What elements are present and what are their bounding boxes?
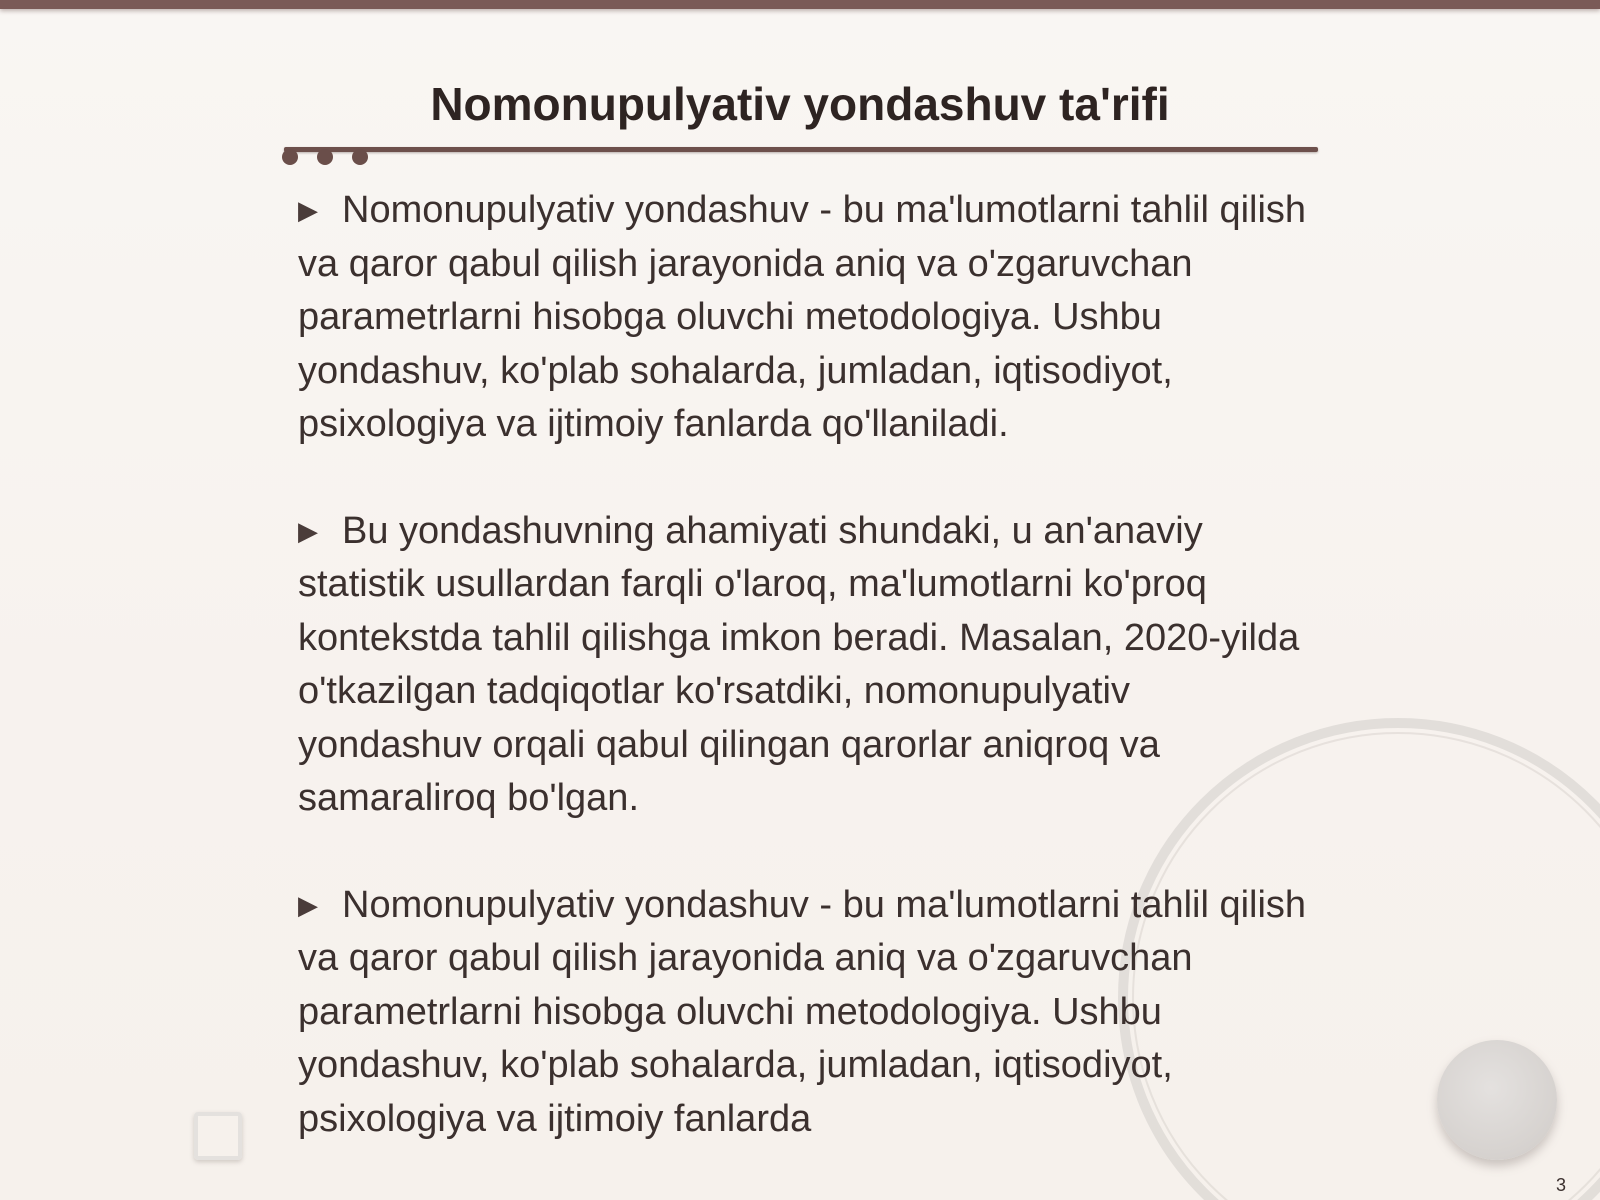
decorative-square [194,1112,242,1160]
paragraph-text: Nomonupulyativ yondashuv - bu ma'lumotlarni tahlil qilish va qaror qabul qilish jarayonida aniq va o'zgaruvchan parametrlarni hisobga oluvchi metodologiya. Ushbu yondashuv, ko'plab sohalarda, jumladan, iqtisodiyot, psixologiya va ijtimoiy fanlarda [298,883,1307,1140]
decorative-disc [1437,1040,1557,1160]
bullet-paragraph-2 [298,505,1318,826]
bullet-arrow-icon: ▶ [298,889,318,920]
dot-3 [352,149,368,165]
bullet-paragraph-1 [298,184,1318,452]
top-accent-bar [0,0,1600,9]
dot-1 [282,149,298,165]
page-number: 3 [1555,1175,1566,1195]
bullet-arrow-icon: ▶ [298,195,318,225]
paragraph-text: Nomonupulyativ yondashuv - bu ma'lumotlarni tahlil qilish va qaror qabul qilish jarayonida aniq va o'zgaruvchan parametrlarni hisobga oluvchi metodologiya. Ushbu yondashuv, ko'plab sohalarda, jumladan, iqtisodiyot, psixologiya va ijtimoiy fanlarda qo'llaniladi. [298,189,1307,445]
paragraph-text: Bu yondashuvning ahamiyati shundaki, u an'anaviy statistik usullardan farqli o'laroq, ma'lumotlarni ko'proq kontekstda tahlil qilishga imkon beradi. Masalan, 2020-yilda o'tkazilgan tadqiqotlar ko'rsatdiki, nomonupulyativ yondashuv orqali qabul qilingan qarorlar aniqroq va samaraliroq bo'lgan. [298,509,1300,819]
slide-title: Nomonupulyativ yondashuv ta'rifi [430,78,1170,130]
bullet-paragraph-3 [298,879,1318,1147]
title-dots-decoration [282,149,382,167]
dot-2 [317,149,333,165]
bullet-arrow-icon: ▶ [298,515,318,546]
slide-body [298,184,1318,1199]
title-underline [284,147,1318,152]
